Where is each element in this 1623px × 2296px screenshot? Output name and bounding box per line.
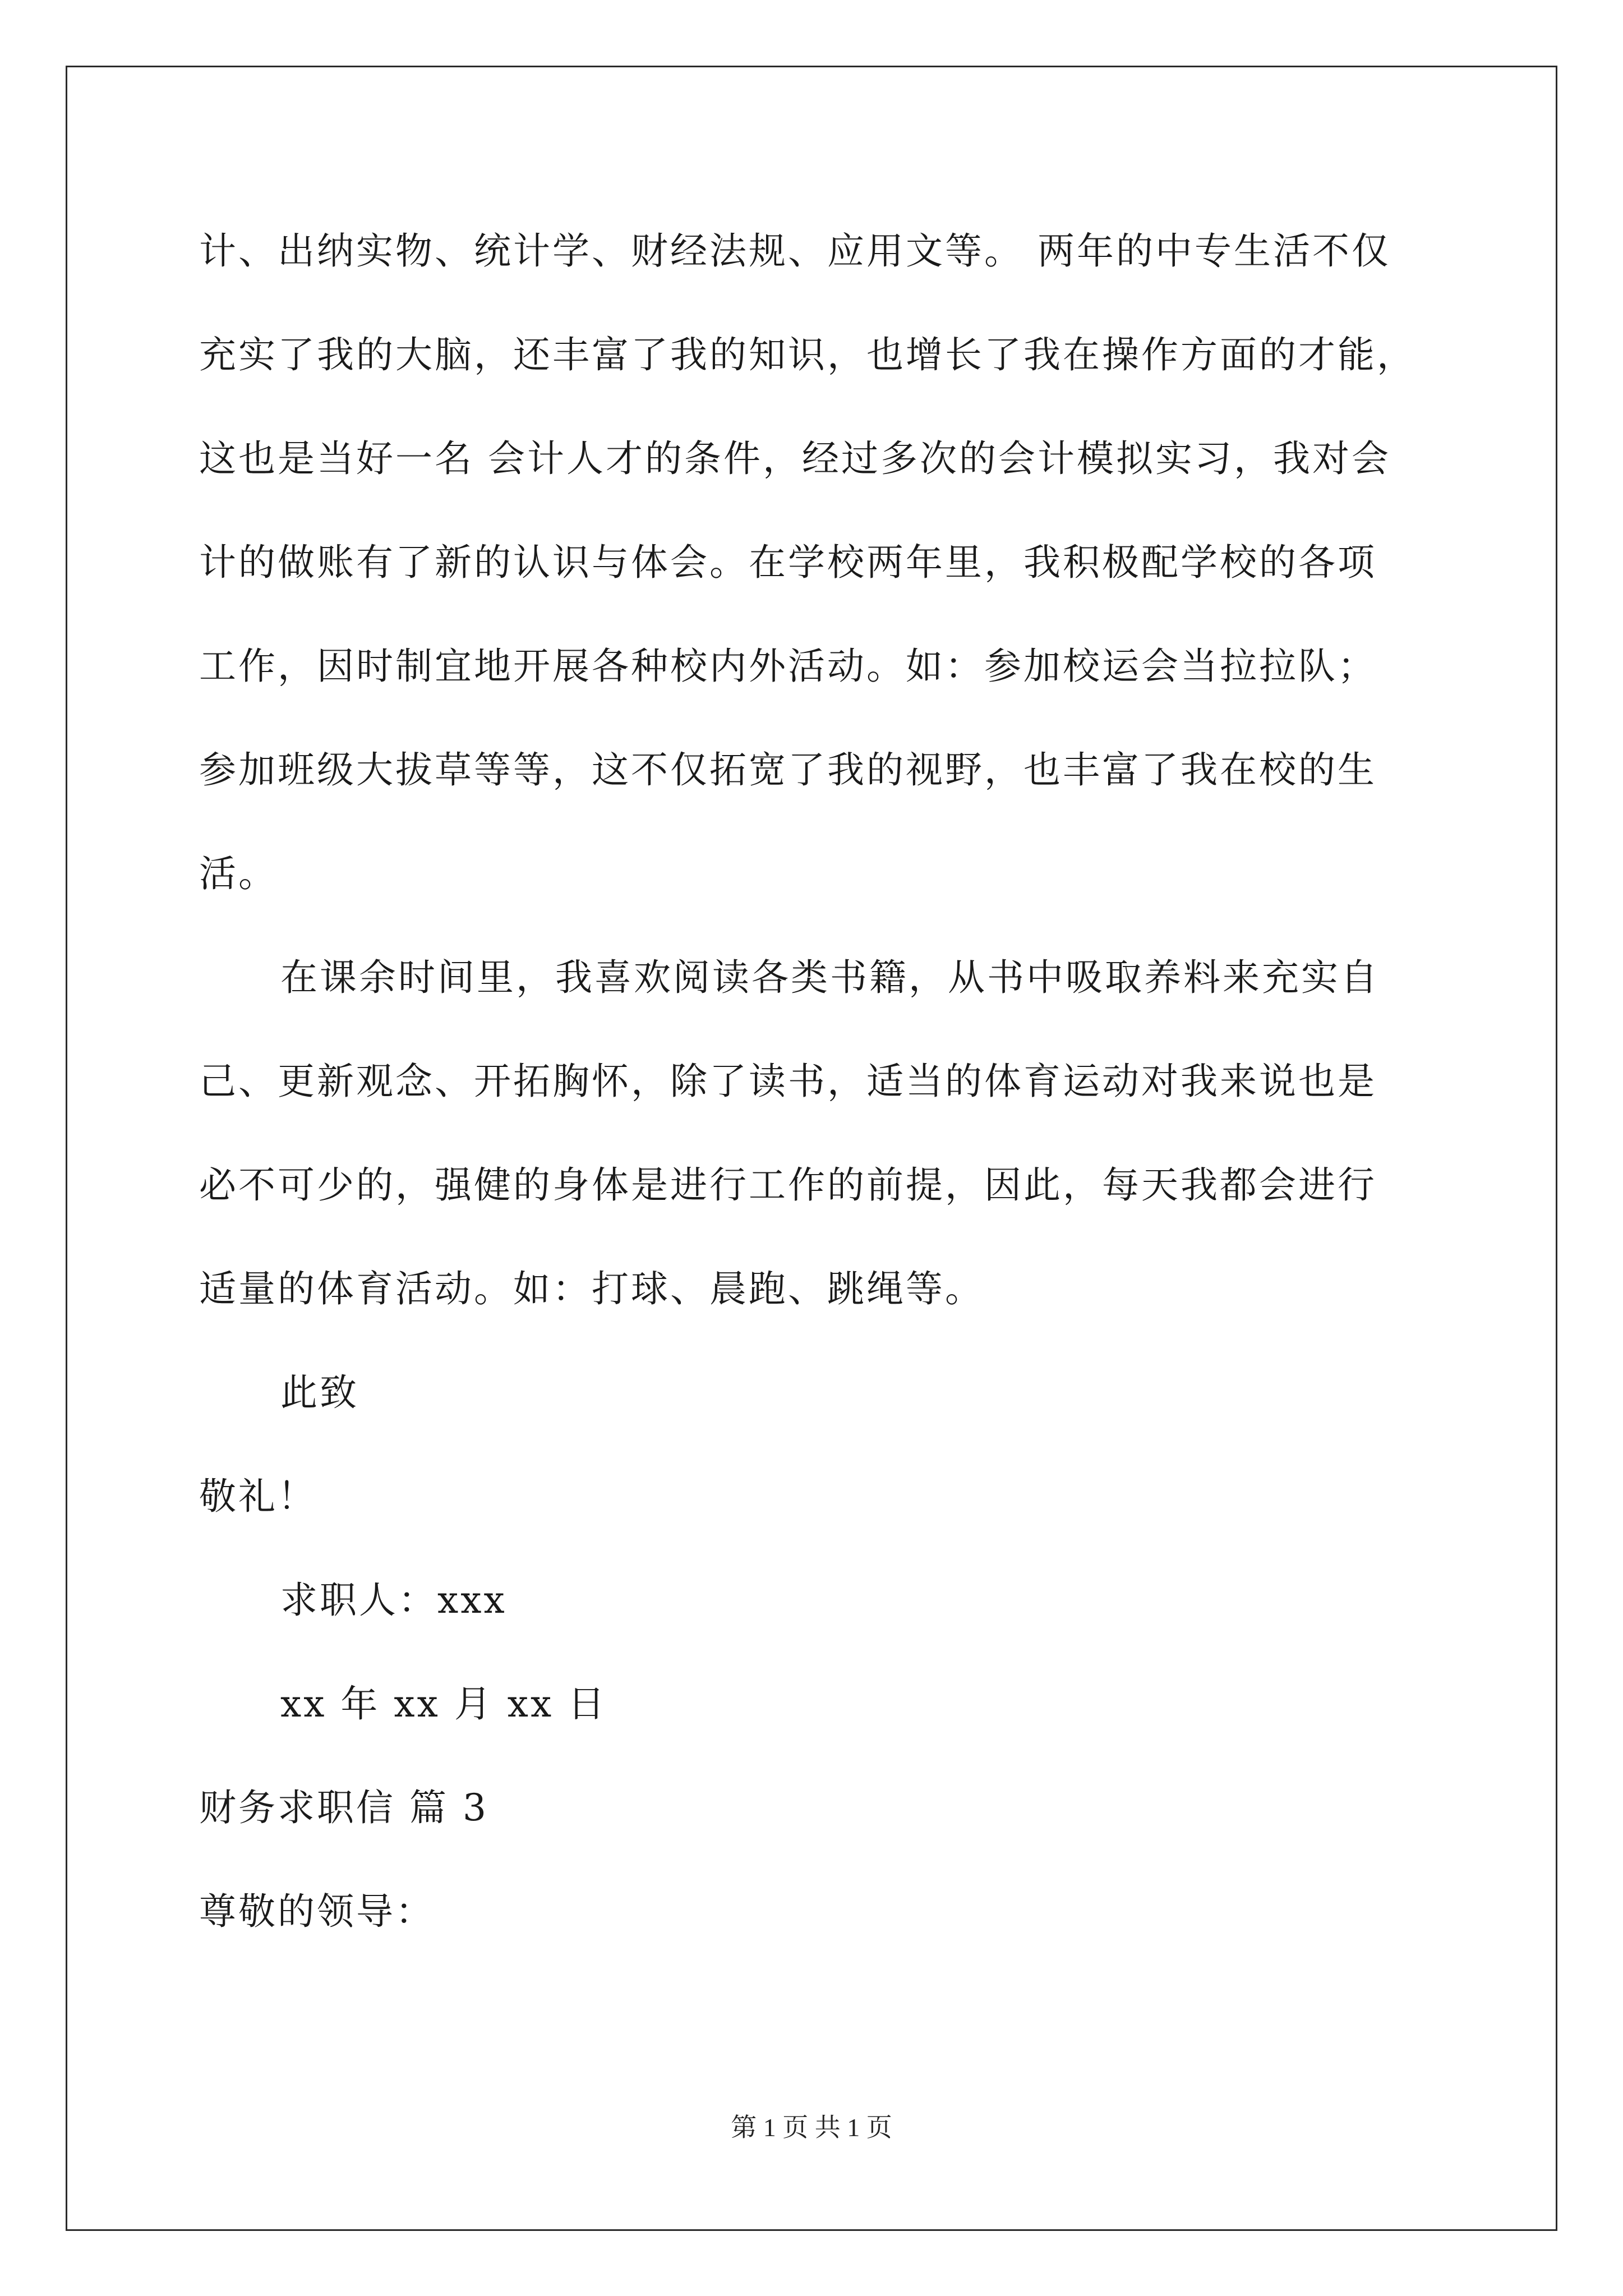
paragraph-line: 工作，因时制宜地开展各种校内外活动。如：参加校运会当拉拉队； bbox=[199, 645, 1377, 688]
paragraph-line: 这也是当好一名 会计人才的条件，经过多次的会计模拟实习，我对会 bbox=[199, 437, 1391, 480]
closing-regards: 敬礼！ bbox=[199, 1475, 317, 1518]
letter-date: xx 年 xx 月 xx 日 bbox=[280, 1682, 607, 1726]
paragraph-line: 己、更新观念、开拓胸怀，除了读书，适当的体育运动对我来说也是 bbox=[199, 1060, 1377, 1103]
paragraph-line: 必不可少的，强健的身体是进行工作的前提，因此，每天我都会进行 bbox=[199, 1163, 1377, 1207]
paragraph-line: 计、出纳实物、统计学、财经法规、应用文等。 两年的中专生活不仅 bbox=[199, 229, 1391, 273]
greeting-line: 尊敬的领导： bbox=[199, 1890, 435, 1933]
closing-salutation: 此致 bbox=[280, 1371, 359, 1414]
paragraph-line: 充实了我的大脑，还丰富了我的知识，也增长了我在操作方面的才能， bbox=[199, 333, 1416, 376]
paragraph-line: 活。 bbox=[199, 852, 278, 895]
page-footer: 第 1 页 共 1 页 bbox=[731, 2113, 892, 2142]
paragraph-line: 适量的体育活动。如：打球、晨跑、跳绳等。 bbox=[199, 1267, 984, 1310]
paragraph-line: 参加班级大拔草等等，这不仅拓宽了我的视野，也丰富了我在校的生 bbox=[199, 748, 1377, 792]
paragraph-line: 计的做账有了新的认识与体会。在学校两年里，我积极配学校的各项 bbox=[199, 541, 1377, 584]
applicant-signature: 求职人：xxx bbox=[280, 1579, 507, 1622]
paragraph-line: 在课余时间里，我喜欢阅读各类书籍，从书中吸取养料来充实自 bbox=[280, 956, 1380, 999]
section-heading: 财务求职信 篇 3 bbox=[199, 1786, 488, 1829]
